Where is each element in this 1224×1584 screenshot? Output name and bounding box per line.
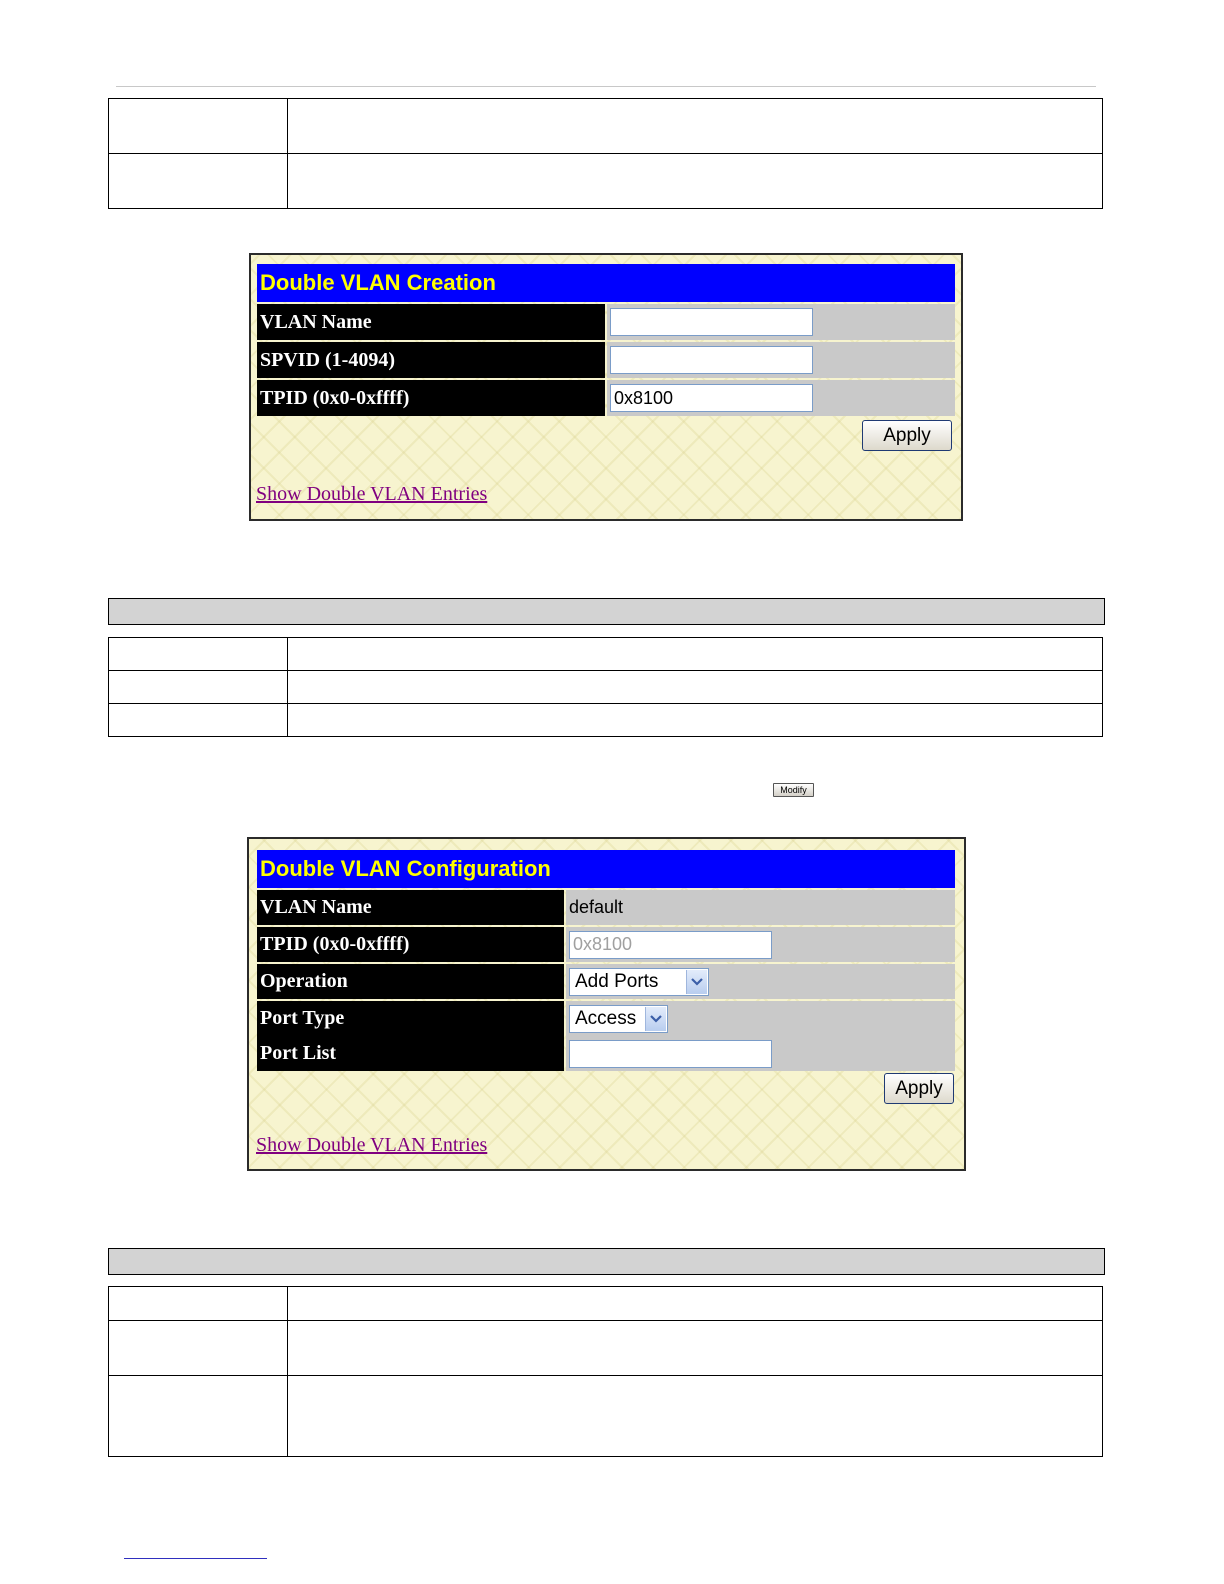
show-double-vlan-entries-link[interactable]: Show Double VLAN Entries (256, 483, 488, 505)
table-row (109, 1376, 1103, 1457)
field-value-cell (566, 1001, 955, 1036)
tpid-row (257, 927, 955, 962)
footer-rule (124, 1558, 267, 1559)
field-label: VLAN Name (257, 890, 564, 925)
field-value-cell (607, 304, 955, 340)
show-double-vlan-entries-link[interactable]: Show Double VLAN Entries (256, 1134, 488, 1156)
field-value-cell (566, 1036, 955, 1071)
panel-title: Double VLAN Creation (257, 264, 955, 302)
header-rule (116, 86, 1096, 87)
table-cell (288, 638, 1103, 671)
table-row (109, 704, 1103, 737)
double-vlan-creation-panel (249, 253, 963, 521)
field-value-cell (566, 964, 955, 999)
field-label: Port List (257, 1036, 564, 1071)
port-type-row (257, 1001, 955, 1036)
port-list-row (257, 1036, 955, 1071)
table-cell (288, 704, 1103, 737)
field-label: Operation (257, 964, 564, 999)
field-label: TPID (0x0-0xffff) (257, 927, 564, 962)
table-row (109, 1321, 1103, 1376)
table-cell (288, 99, 1103, 154)
vlan-name-input[interactable] (610, 308, 813, 336)
table-row (109, 99, 1103, 154)
table-cell (109, 1287, 288, 1321)
modify-button[interactable]: Modify (773, 783, 814, 797)
field-label: SPVID (1-4094) (257, 342, 605, 378)
tpid-input (569, 931, 772, 959)
double-vlan-configuration-panel (247, 837, 966, 1171)
field-label: VLAN Name (257, 304, 605, 340)
field-value-cell (607, 380, 955, 416)
table-cell (109, 638, 288, 671)
parameter-table-top (108, 98, 1103, 209)
table-cell (109, 1376, 288, 1457)
table-cell (109, 99, 288, 154)
chevron-down-icon[interactable] (686, 970, 707, 994)
table-cell (288, 1376, 1103, 1457)
chevron-down-icon[interactable] (645, 1007, 666, 1031)
panel-title: Double VLAN Configuration (257, 850, 955, 888)
parameter-table-bottom (108, 1286, 1103, 1457)
operation-select[interactable] (569, 968, 709, 996)
table-cell (288, 1287, 1103, 1321)
table-cell (288, 671, 1103, 704)
vlan-name-row (257, 304, 955, 340)
port-type-selected-value: Access (575, 1007, 637, 1029)
field-value-cell (607, 342, 955, 378)
table-cell (109, 1321, 288, 1376)
table-cell (288, 154, 1103, 209)
port-list-input[interactable] (569, 1040, 772, 1068)
parameter-table-middle (108, 637, 1103, 737)
vlan-name-row (257, 890, 955, 925)
field-value-cell (566, 927, 955, 962)
table-row (109, 671, 1103, 704)
operation-row (257, 964, 955, 999)
table-cell (288, 1321, 1103, 1376)
table-cell (109, 704, 288, 737)
table-cell (109, 671, 288, 704)
table-row (109, 1287, 1103, 1321)
table-header-band (108, 598, 1105, 625)
port-type-select[interactable] (569, 1005, 668, 1033)
vlan-name-value: default (566, 890, 955, 925)
operation-selected-value: Add Ports (575, 970, 659, 992)
field-label: TPID (0x0-0xffff) (257, 380, 605, 416)
table-row (109, 638, 1103, 671)
tpid-row (257, 380, 955, 416)
field-label: Port Type (257, 1001, 564, 1036)
apply-button[interactable]: Apply (862, 420, 952, 451)
apply-button[interactable]: Apply (884, 1073, 954, 1104)
table-header-band (108, 1248, 1105, 1275)
table-cell (109, 154, 288, 209)
table-row (109, 154, 1103, 209)
spvid-input[interactable] (610, 346, 813, 374)
spvid-row (257, 342, 955, 378)
tpid-input[interactable] (610, 384, 813, 412)
